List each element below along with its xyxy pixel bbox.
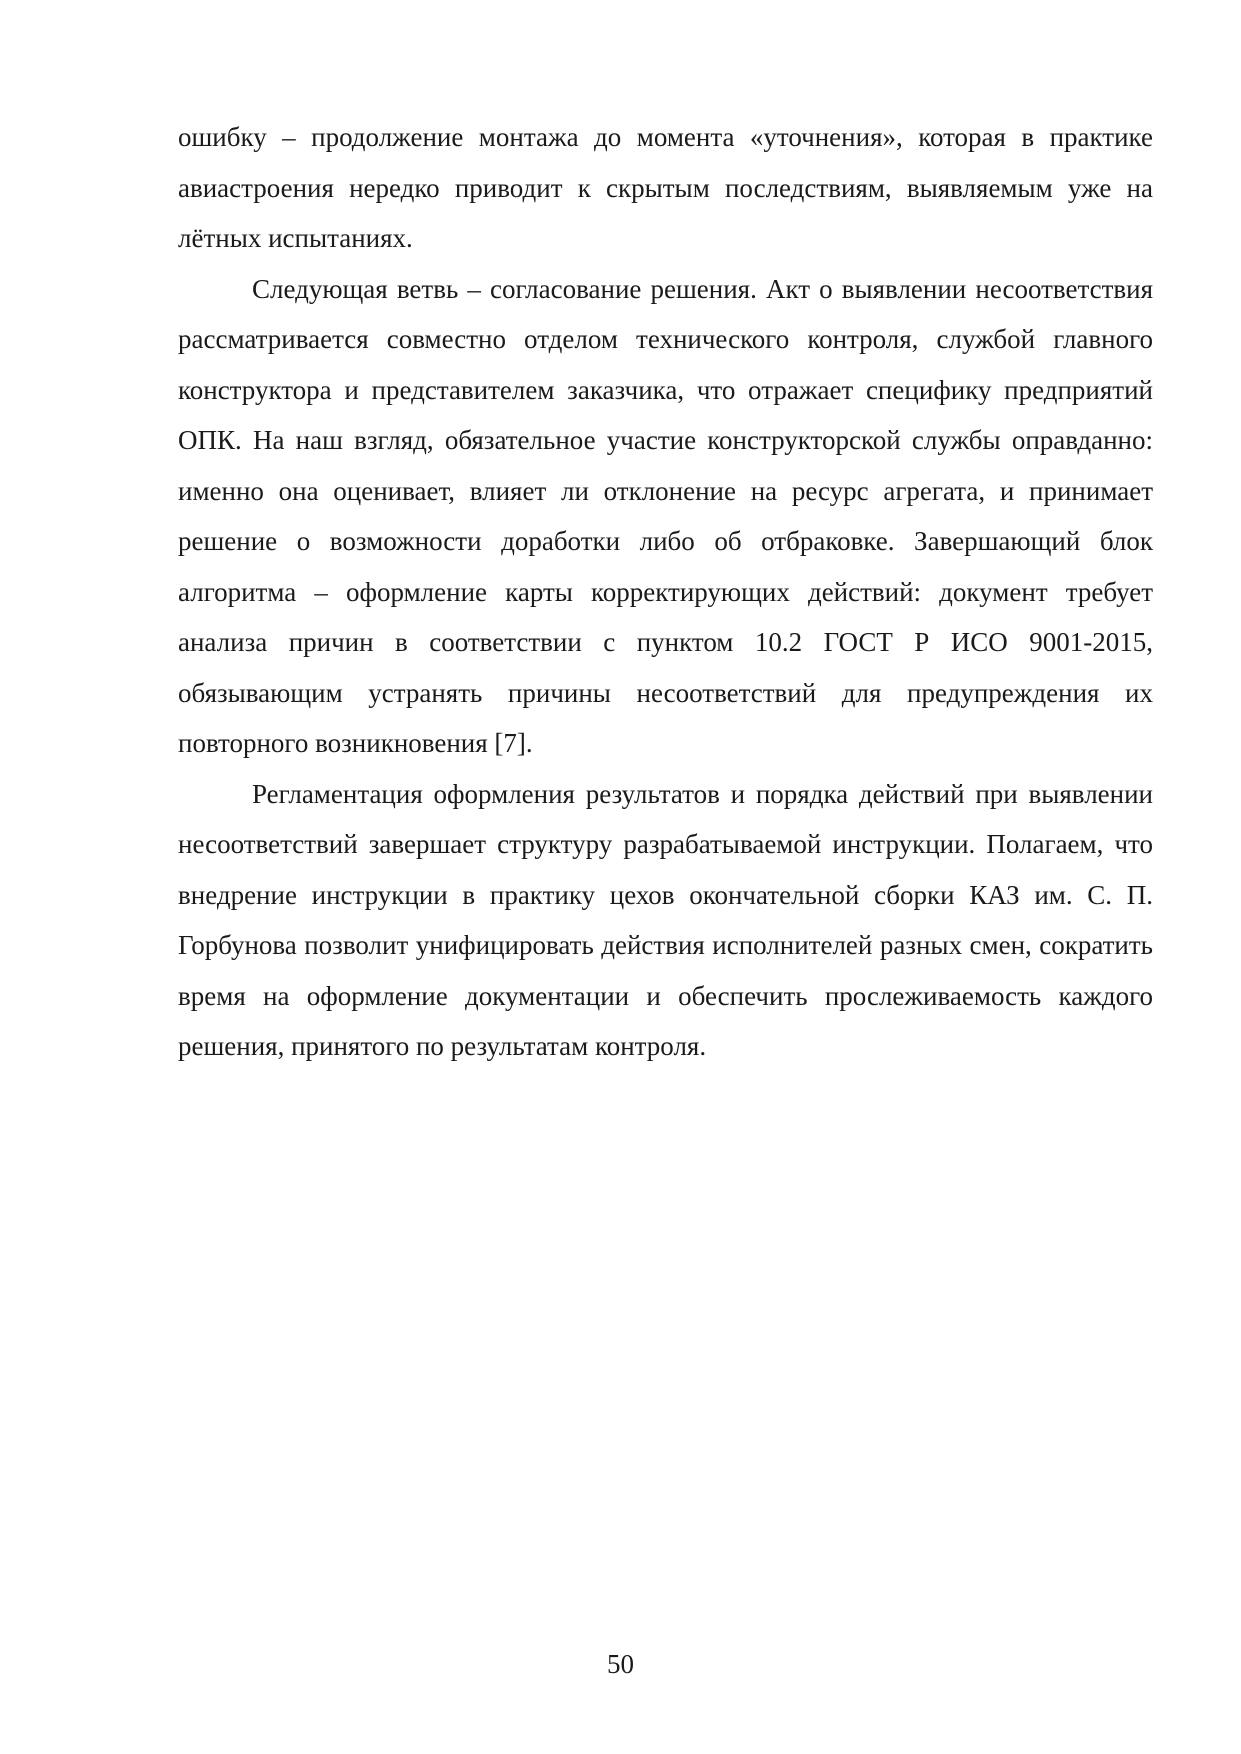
paragraph-3: Регламентация оформления результатов и порядка действий при выявлении несоответствий завершает структуру разрабатываемой инструкции. Полагаем, что внедрение инструкции в практику цехов окончательной сборки КАЗ им. С. П. Горбунова позволит унифицировать действия исполнителей разных смен, сократить время на оформление документации и обеспечить прослеживаемость каждого решения, принятого по результатам контроля. [178, 778, 1153, 1061]
page-number: 50 [607, 1649, 634, 1679]
body-text [178, 112, 1153, 1072]
paragraph-1: ошибку – продолжение монтажа до момента «уточнения», которая в практике авиастроения нередко приводит к скрытым последствиям, выявляемым уже на лётных испытаниях. [178, 122, 1153, 253]
paragraph-2: Следующая ветвь – согласование решения. Акт о выявлении несоответствия рассматривается совместно отделом технического контроля, службой главного конструктора и представителем заказчика, что отражает специфику предприятий ОПК. На наш взгляд, обязательное участие конструкторской службы оправданно: именно она оценивает, влияет ли отклонение на ресурс агрегата, и принимает решение о возможности доработки либо об отбраковке. Завершающий блок алгоритма – оформление карты корректирующих действий: документ требует анализа причин в соответствии с пунктом 10.2 ГОСТ Р ИСО 9001-2015, обязывающим устранять причины несоответствий для предупреждения их повторного возникновения [7]. [178, 273, 1153, 758]
